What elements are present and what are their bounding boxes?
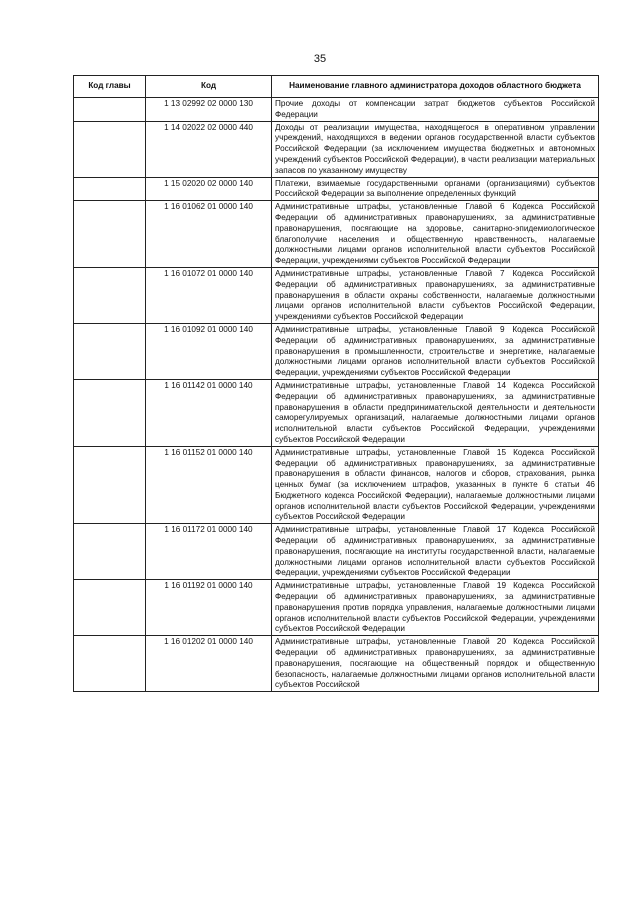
cell-kod: 1 16 01152 01 0000 140 xyxy=(146,446,272,524)
cell-naimenovanie: Административные штрафы, установленные Главой 9 Кодекса Российской Федерации об административных правонарушениях, за административные правонарушения в промышленности, строительстве и энергетике, налагаемые должностными лицами органов исполнительной власти субъектов Российской Федерации, учреждениями субъектов Российской Федерации xyxy=(272,323,599,379)
table-row xyxy=(74,323,599,379)
cell-naimenovanie: Административные штрафы, установленные Главой 14 Кодекса Российской Федерации об административных правонарушениях, за административные правонарушения в области предпринимательской деятельности и деятельности саморегулируемых организаций, налагаемые должностными лицами органов исполнительной власти субъектов Российской Федерации, учреждениями субъектов Российской Федерации xyxy=(272,379,599,446)
cell-kod-glavy xyxy=(74,98,146,122)
table-row xyxy=(74,379,599,446)
header-naimenovanie: Наименование главного администратора доходов областного бюджета xyxy=(272,76,599,98)
cell-kod: 1 14 02022 02 0000 440 xyxy=(146,121,272,177)
cell-naimenovanie: Административные штрафы, установленные Главой 17 Кодекса Российской Федерации об административных правонарушениях, за административные правонарушения, посягающие на институты государственной власти, налагаемые должностными лицами органов исполнительной власти субъектов Российской Федерации, учреждениями субъектов Российской Федерации xyxy=(272,524,599,580)
page-number: 35 xyxy=(313,53,327,65)
cell-kod-glavy xyxy=(74,446,146,524)
cell-kod-glavy xyxy=(74,267,146,323)
cell-kod-glavy xyxy=(74,121,146,177)
header-kod-glavy: Код главы xyxy=(74,76,146,98)
cell-naimenovanie: Доходы от реализации имущества, находящегося в оперативном управлении учреждений, находящихся в ведении органов государственной власти субъектов Российской Федерации (за исключением имущества бюджетных и автономных учреждений субъектов Российской Федерации), в части реализации материальных запасов по указанному имуществу xyxy=(272,121,599,177)
table-header-row xyxy=(74,76,599,98)
cell-kod: 1 16 01202 01 0000 140 xyxy=(146,636,272,692)
table-row xyxy=(74,121,599,177)
table-row xyxy=(74,201,599,268)
cell-kod-glavy xyxy=(74,177,146,201)
cell-kod: 1 16 01062 01 0000 140 xyxy=(146,201,272,268)
cell-kod: 1 16 01072 01 0000 140 xyxy=(146,267,272,323)
cell-kod-glavy xyxy=(74,379,146,446)
cell-kod: 1 16 01092 01 0000 140 xyxy=(146,323,272,379)
cell-kod: 1 13 02992 02 0000 130 xyxy=(146,98,272,122)
revenue-administrators-table xyxy=(73,75,599,692)
header-kod: Код xyxy=(146,76,272,98)
cell-kod: 1 16 01192 01 0000 140 xyxy=(146,580,272,636)
cell-kod-glavy xyxy=(74,580,146,636)
cell-naimenovanie: Прочие доходы от компенсации затрат бюджетов субъектов Российской Федерации xyxy=(272,98,599,122)
table-row xyxy=(74,267,599,323)
cell-naimenovanie: Административные штрафы, установленные Главой 19 Кодекса Российской Федерации об административных правонарушениях, за административные правонарушения против порядка управления, налагаемые должностными лицами органов исполнительной власти субъектов Российской Федерации, учреждениями субъектов Российской Федерации xyxy=(272,580,599,636)
cell-naimenovanie: Административные штрафы, установленные Главой 20 Кодекса Российской Федерации об административных правонарушениях, за административные правонарушения, посягающие на общественный порядок и общественную безопасность, налагаемые должностными лицами органов исполнительной власти субъектов Российской xyxy=(272,636,599,692)
cell-kod-glavy xyxy=(74,323,146,379)
table-row xyxy=(74,177,599,201)
cell-kod: 1 16 01172 01 0000 140 xyxy=(146,524,272,580)
table-row xyxy=(74,524,599,580)
cell-naimenovanie: Административные штрафы, установленные Главой 15 Кодекса Российской Федерации об административных правонарушениях, за административные правонарушения в области финансов, налогов и сборов, страхования, рынка ценных бумаг (за исключением штрафов, указанных в пункте 6 статьи 46 Бюджетного кодекса Российской Федерации), налагаемые должностными лицами органов исполнительной власти субъектов Российской Федерации, учреждениями субъектов Российской Федерации xyxy=(272,446,599,524)
cell-naimenovanie: Платежи, взимаемые государственными органами (организациями) субъектов Российской Федерации за выполнение определенных функций xyxy=(272,177,599,201)
table-row xyxy=(74,446,599,524)
cell-kod: 1 15 02020 02 0000 140 xyxy=(146,177,272,201)
cell-kod-glavy xyxy=(74,524,146,580)
table-row xyxy=(74,580,599,636)
cell-kod-glavy xyxy=(74,636,146,692)
cell-kod-glavy xyxy=(74,201,146,268)
cell-kod: 1 16 01142 01 0000 140 xyxy=(146,379,272,446)
table-row xyxy=(74,98,599,122)
cell-naimenovanie: Административные штрафы, установленные Главой 6 Кодекса Российской Федерации об административных правонарушениях, за административные правонарушения, посягающие на здоровье, санитарно-эпидемиологическое благополучие населения и общественную нравственность, налагаемые должностными лицами органов исполнительной власти субъектов Российской Федерации, учреждениями субъектов Российской Федерации xyxy=(272,201,599,268)
cell-naimenovanie: Административные штрафы, установленные Главой 7 Кодекса Российской Федерации об административных правонарушениях, за административные правонарушения в области охраны собственности, налагаемые должностными лицами органов исполнительной власти субъектов Российской Федерации, учреждениями субъектов Российской Федерации xyxy=(272,267,599,323)
table-row xyxy=(74,636,599,692)
